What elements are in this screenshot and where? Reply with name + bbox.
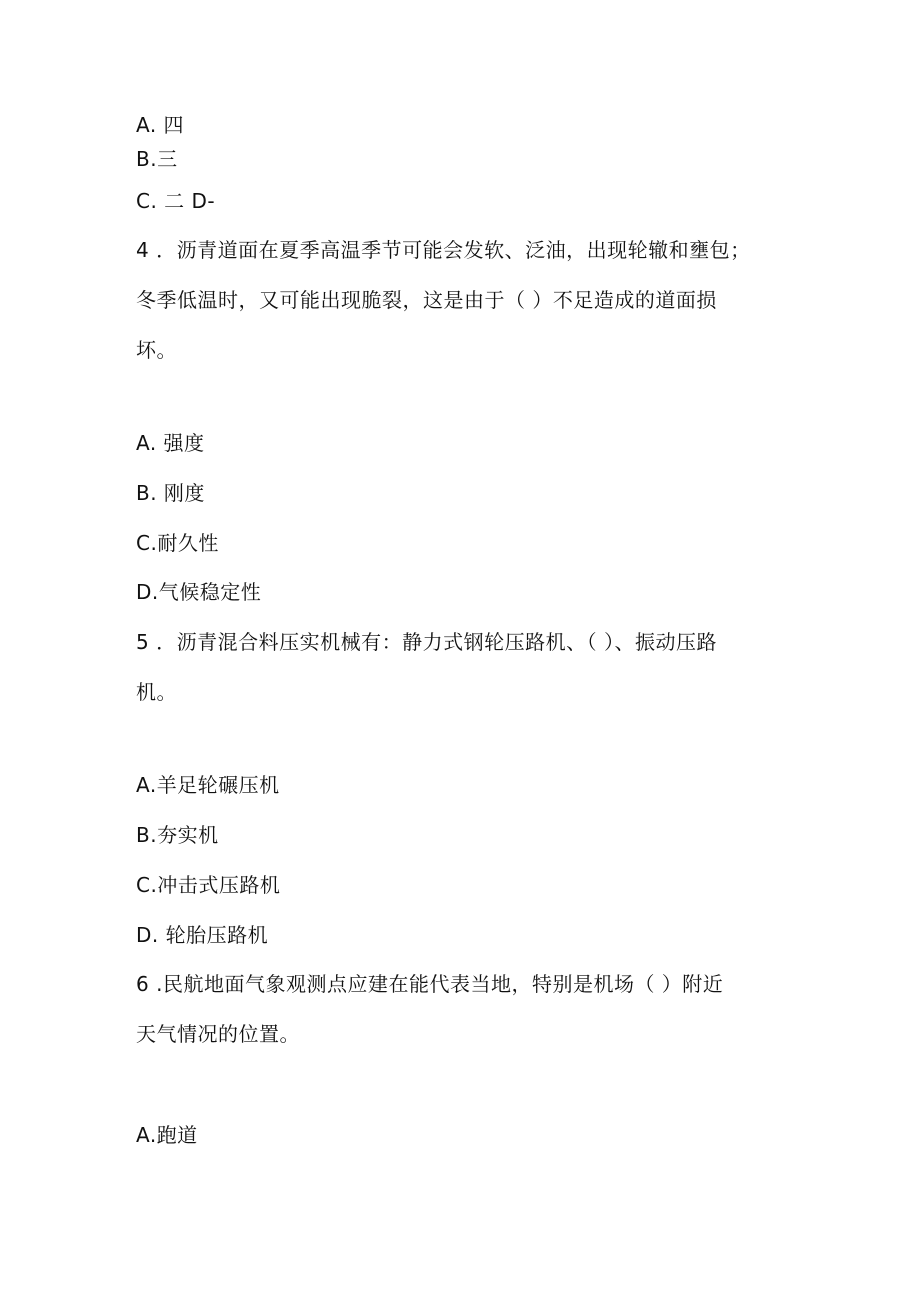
q3-option-b: B.三: [136, 147, 178, 171]
q5-option-d: D. 轮胎压路机: [136, 923, 269, 947]
q4-stem-line-1: 4 ．沥青道面在夏季高温季节可能会发软、泛油，出现轮辙和壅包；: [136, 238, 751, 262]
q6-stem-line-1: 6 .民航地面气象观测点应建在能代表当地，特别是机场（ ）附近: [136, 972, 724, 996]
q4-stem-line-3: 坏。: [136, 338, 177, 362]
q6-option-a: A.跑道: [136, 1123, 198, 1147]
q4-option-a: A. 强度: [136, 431, 205, 455]
q5-option-a: A.羊足轮碾压机: [136, 773, 280, 797]
q4-stem-line-2: 冬季低温时，又可能出现脆裂，这是由于（ ）不足造成的道面损: [136, 288, 717, 312]
q4-option-c: C.耐久性: [136, 531, 219, 555]
q3-option-a: A. 四: [136, 113, 185, 137]
q6-stem-line-2: 天气情况的位置。: [136, 1022, 300, 1046]
q5-option-c: C.冲击式压路机: [136, 873, 281, 897]
q4-option-d: D.气候稳定性: [136, 580, 262, 604]
q4-option-b: B. 刚度: [136, 481, 205, 505]
q5-stem-line-2: 机。: [136, 680, 177, 704]
q5-stem-line-1: 5 ．沥青混合料压实机械有：静力式钢轮压路机、（ ）、振动压路: [136, 630, 717, 654]
q5-option-b: B.夯实机: [136, 823, 219, 847]
q3-option-c-d: C. 二 D-: [136, 189, 216, 213]
